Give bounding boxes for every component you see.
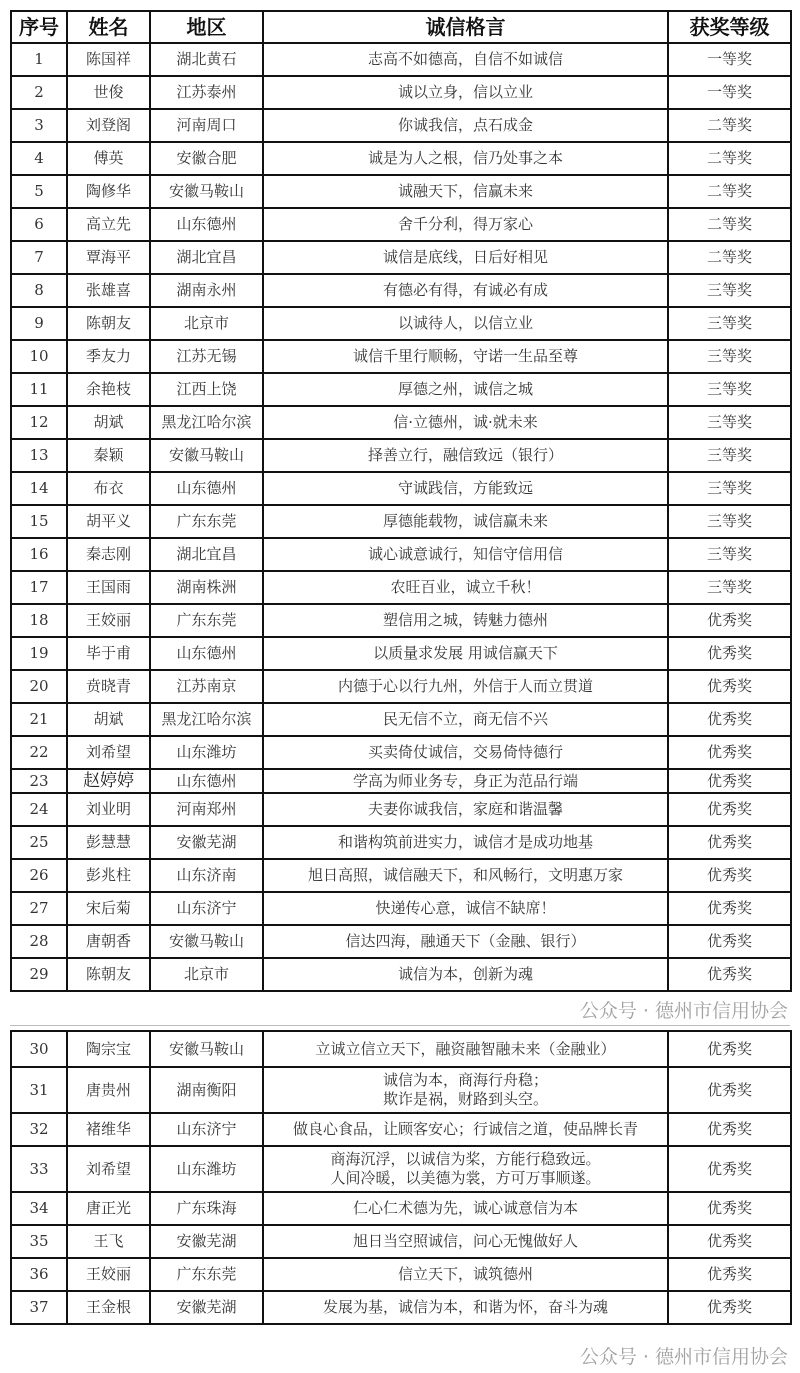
cell-region: 山东济南	[150, 859, 263, 892]
cell-name: 季友力	[67, 340, 150, 373]
table-row	[11, 1258, 791, 1291]
cell-region: 湖南衡阳	[150, 1067, 263, 1113]
table-row	[11, 1225, 791, 1258]
cell-name: 刘业明	[67, 793, 150, 826]
cell-name: 布衣	[67, 472, 150, 505]
cell-motto: 商海沉浮，以诚信为桨，方能行稳致远。 人间冷暖，以美德为裳，方可万事顺遂。	[263, 1146, 668, 1192]
cell-award: 二等奖	[668, 109, 791, 142]
table-row	[11, 736, 791, 769]
table-row	[11, 439, 791, 472]
cell-region: 河南周口	[150, 109, 263, 142]
table-row	[11, 571, 791, 604]
cell-name: 陶修华	[67, 175, 150, 208]
cell-index: 33	[11, 1146, 67, 1192]
table-row	[11, 373, 791, 406]
cell-award: 三等奖	[668, 505, 791, 538]
cell-motto: 诚信是底线，日后好相见	[263, 241, 668, 274]
cell-motto: 诚以立身，信以立业	[263, 76, 668, 109]
cell-motto: 旭日高照，诚信融天下，和风畅行，文明惠万家	[263, 859, 668, 892]
cell-name: 赵婷婷	[67, 769, 150, 793]
cell-region: 湖北宜昌	[150, 241, 263, 274]
cell-index: 20	[11, 670, 67, 703]
table-row	[11, 826, 791, 859]
cell-name: 余艳枝	[67, 373, 150, 406]
cell-region: 山东潍坊	[150, 1146, 263, 1192]
cell-award: 三等奖	[668, 571, 791, 604]
cell-name: 宋后菊	[67, 892, 150, 925]
table-row	[11, 307, 791, 340]
cell-index: 18	[11, 604, 67, 637]
cell-motto: 塑信用之城，铸魅力德州	[263, 604, 668, 637]
cell-name: 褚维华	[67, 1113, 150, 1146]
cell-motto: 择善立行，融信致远（银行）	[263, 439, 668, 472]
cell-index: 1	[11, 43, 67, 76]
cell-motto: 发展为基，诚信为本，和谐为怀，奋斗为魂	[263, 1291, 668, 1324]
cell-motto: 学高为师业务专，身正为范品行端	[263, 769, 668, 793]
cell-name: 刘希望	[67, 736, 150, 769]
table-row	[11, 208, 791, 241]
table-row	[11, 109, 791, 142]
cell-name: 唐朝香	[67, 925, 150, 958]
table-row	[11, 793, 791, 826]
cell-index: 19	[11, 637, 67, 670]
cell-name: 王姣丽	[67, 604, 150, 637]
cell-region: 广东东莞	[150, 604, 263, 637]
cell-motto: 诚是为人之根，信乃处事之本	[263, 142, 668, 175]
cell-motto: 诚心诚意诚行，知信守信用信	[263, 538, 668, 571]
cell-region: 山东济宁	[150, 1113, 263, 1146]
cell-name: 王飞	[67, 1225, 150, 1258]
cell-motto: 快递传心意，诚信不缺席！	[263, 892, 668, 925]
cell-motto: 仁心仁术德为先，诚心诚意信为本	[263, 1192, 668, 1225]
cell-award: 优秀奖	[668, 925, 791, 958]
cell-motto: 信·立德州，诚·就未来	[263, 406, 668, 439]
cell-index: 2	[11, 76, 67, 109]
header-award: 获奖等级	[668, 11, 791, 43]
cell-motto: 诚信千里行顺畅，守诺一生品至尊	[263, 340, 668, 373]
cell-region: 湖北黄石	[150, 43, 263, 76]
cell-name: 张雄喜	[67, 274, 150, 307]
cell-name: 王国雨	[67, 571, 150, 604]
cell-award: 优秀奖	[668, 793, 791, 826]
cell-name: 贲晓青	[67, 670, 150, 703]
cell-motto: 内德于心以行九州，外信于人而立贯道	[263, 670, 668, 703]
cell-motto: 你诚我信，点石成金	[263, 109, 668, 142]
cell-index: 17	[11, 571, 67, 604]
cell-index: 31	[11, 1067, 67, 1113]
cell-name: 陈朝友	[67, 958, 150, 991]
cell-region: 江苏南京	[150, 670, 263, 703]
table-row	[11, 406, 791, 439]
cell-award: 优秀奖	[668, 637, 791, 670]
cell-award: 优秀奖	[668, 826, 791, 859]
cell-region: 黑龙江哈尔滨	[150, 406, 263, 439]
cell-motto: 农旺百业，诚立千秋！	[263, 571, 668, 604]
table-row	[11, 472, 791, 505]
cell-motto: 有德必有得，有诚必有成	[263, 274, 668, 307]
cell-region: 江苏无锡	[150, 340, 263, 373]
cell-award: 优秀奖	[668, 769, 791, 793]
table-row	[11, 1113, 791, 1146]
cell-index: 14	[11, 472, 67, 505]
cell-award: 优秀奖	[668, 892, 791, 925]
cell-index: 37	[11, 1291, 67, 1324]
cell-motto: 守诚践信，方能致远	[263, 472, 668, 505]
cell-region: 湖南株洲	[150, 571, 263, 604]
cell-award: 二等奖	[668, 175, 791, 208]
cell-region: 安徽合肥	[150, 142, 263, 175]
cell-index: 25	[11, 826, 67, 859]
header-region: 地区	[150, 11, 263, 43]
cell-index: 10	[11, 340, 67, 373]
header-name: 姓名	[67, 11, 150, 43]
cell-name: 毕于甫	[67, 637, 150, 670]
cell-motto: 诚信为本，商海行舟稳； 欺诈是祸，财路到头空。	[263, 1067, 668, 1113]
cell-motto: 诚信为本，创新为魂	[263, 958, 668, 991]
cell-index: 27	[11, 892, 67, 925]
table-row	[11, 43, 791, 76]
cell-award: 优秀奖	[668, 958, 791, 991]
cell-name: 唐正光	[67, 1192, 150, 1225]
cell-award: 三等奖	[668, 472, 791, 505]
cell-award: 优秀奖	[668, 604, 791, 637]
cell-award: 三等奖	[668, 340, 791, 373]
cell-index: 26	[11, 859, 67, 892]
table-row	[11, 604, 791, 637]
cell-index: 35	[11, 1225, 67, 1258]
cell-index: 4	[11, 142, 67, 175]
cell-index: 23	[11, 769, 67, 793]
cell-motto: 旭日当空照诚信，问心无愧做好人	[263, 1225, 668, 1258]
cell-region: 广东东莞	[150, 1258, 263, 1291]
cell-motto: 立诚立信立天下，融资融智融未来（金融业）	[263, 1031, 668, 1067]
cell-name: 秦颖	[67, 439, 150, 472]
cell-name: 胡斌	[67, 406, 150, 439]
cell-region: 湖南永州	[150, 274, 263, 307]
cell-name: 王姣丽	[67, 1258, 150, 1291]
cell-name: 王金根	[67, 1291, 150, 1324]
cell-award: 一等奖	[668, 43, 791, 76]
cell-award: 优秀奖	[668, 1113, 791, 1146]
table-row	[11, 670, 791, 703]
cell-name: 覃海平	[67, 241, 150, 274]
cell-index: 21	[11, 703, 67, 736]
cell-award: 优秀奖	[668, 859, 791, 892]
cell-award: 优秀奖	[668, 1067, 791, 1113]
cell-name: 刘希望	[67, 1146, 150, 1192]
cell-index: 15	[11, 505, 67, 538]
cell-index: 8	[11, 274, 67, 307]
cell-award: 优秀奖	[668, 670, 791, 703]
cell-award: 二等奖	[668, 142, 791, 175]
cell-index: 13	[11, 439, 67, 472]
cell-region: 北京市	[150, 958, 263, 991]
cell-motto: 志高不如德高，自信不如诚信	[263, 43, 668, 76]
watermark: 公众号 · 德州市信用协会	[579, 1000, 788, 1022]
cell-name: 傅英	[67, 142, 150, 175]
table-row	[11, 505, 791, 538]
cell-region: 安徽芜湖	[150, 1225, 263, 1258]
cell-region: 安徽马鞍山	[150, 175, 263, 208]
cell-motto: 做良心食品，让顾客安心；行诚信之道，使品牌长青	[263, 1113, 668, 1146]
table-row	[11, 340, 791, 373]
cell-region: 安徽马鞍山	[150, 439, 263, 472]
cell-region: 河南郑州	[150, 793, 263, 826]
cell-region: 江苏泰州	[150, 76, 263, 109]
cell-name: 高立先	[67, 208, 150, 241]
cell-index: 34	[11, 1192, 67, 1225]
cell-region: 江西上饶	[150, 373, 263, 406]
cell-motto: 诚融天下，信赢未来	[263, 175, 668, 208]
cell-award: 三等奖	[668, 274, 791, 307]
cell-region: 山东济宁	[150, 892, 263, 925]
cell-award: 优秀奖	[668, 703, 791, 736]
cell-award: 三等奖	[668, 538, 791, 571]
cell-index: 32	[11, 1113, 67, 1146]
cell-award: 二等奖	[668, 241, 791, 274]
cell-award: 三等奖	[668, 307, 791, 340]
cell-name: 陈国祥	[67, 43, 150, 76]
cell-index: 30	[11, 1031, 67, 1067]
cell-motto: 信立天下，诚筑德州	[263, 1258, 668, 1291]
cell-name: 胡平义	[67, 505, 150, 538]
cell-award: 优秀奖	[668, 1291, 791, 1324]
cell-award: 优秀奖	[668, 736, 791, 769]
cell-award: 一等奖	[668, 76, 791, 109]
table-row	[11, 274, 791, 307]
cell-region: 广东珠海	[150, 1192, 263, 1225]
cell-name: 胡斌	[67, 703, 150, 736]
cell-name: 彭慧慧	[67, 826, 150, 859]
cell-region: 黑龙江哈尔滨	[150, 703, 263, 736]
cell-motto: 舍千分利，得万家心	[263, 208, 668, 241]
table-row	[11, 1146, 791, 1192]
cell-name: 刘登阁	[67, 109, 150, 142]
cell-region: 山东德州	[150, 769, 263, 793]
cell-award: 三等奖	[668, 406, 791, 439]
cell-index: 12	[11, 406, 67, 439]
table-row	[11, 1031, 791, 1067]
cell-region: 广东东莞	[150, 505, 263, 538]
cell-region: 安徽马鞍山	[150, 1031, 263, 1067]
table-row	[11, 769, 791, 793]
cell-name: 陶宗宝	[67, 1031, 150, 1067]
cell-index: 9	[11, 307, 67, 340]
table-row	[11, 175, 791, 208]
cell-index: 6	[11, 208, 67, 241]
table-row	[11, 1067, 791, 1113]
table-row	[11, 925, 791, 958]
table-row	[11, 1291, 791, 1324]
watermark: 公众号 · 德州市信用协会	[579, 1346, 788, 1368]
cell-region: 山东德州	[150, 637, 263, 670]
cell-motto: 夫妻你诚我信，家庭和谐温馨	[263, 793, 668, 826]
cell-award: 优秀奖	[668, 1258, 791, 1291]
table-row	[11, 703, 791, 736]
cell-name: 陈朝友	[67, 307, 150, 340]
cell-award: 三等奖	[668, 373, 791, 406]
cell-award: 二等奖	[668, 208, 791, 241]
cell-award: 优秀奖	[668, 1031, 791, 1067]
awards-table-part1	[10, 10, 792, 992]
cell-name: 唐贵州	[67, 1067, 150, 1113]
cell-region: 安徽马鞍山	[150, 925, 263, 958]
header-motto: 诚信格言	[263, 11, 668, 43]
cell-region: 山东潍坊	[150, 736, 263, 769]
cell-award: 三等奖	[668, 439, 791, 472]
cell-region: 北京市	[150, 307, 263, 340]
cell-motto: 买卖倚仗诚信，交易倚恃德行	[263, 736, 668, 769]
table-row	[11, 142, 791, 175]
header-index: 序号	[11, 11, 67, 43]
table-row	[11, 241, 791, 274]
cell-index: 28	[11, 925, 67, 958]
cell-region: 山东德州	[150, 208, 263, 241]
cell-motto: 以质量求发展 用诚信赢天下	[263, 637, 668, 670]
cell-index: 11	[11, 373, 67, 406]
cell-index: 16	[11, 538, 67, 571]
table-row	[11, 1192, 791, 1225]
cell-motto: 厚德之州，诚信之城	[263, 373, 668, 406]
cell-region: 安徽芜湖	[150, 826, 263, 859]
cell-award: 优秀奖	[668, 1225, 791, 1258]
cell-award: 优秀奖	[668, 1192, 791, 1225]
table-row	[11, 637, 791, 670]
table-row	[11, 859, 791, 892]
cell-award: 优秀奖	[668, 1146, 791, 1192]
table-row	[11, 538, 791, 571]
table-row	[11, 892, 791, 925]
cell-region: 山东德州	[150, 472, 263, 505]
cell-name: 秦志刚	[67, 538, 150, 571]
cell-index: 3	[11, 109, 67, 142]
cell-motto: 民无信不立，商无信不兴	[263, 703, 668, 736]
cell-motto: 以诚待人，以信立业	[263, 307, 668, 340]
cell-motto: 厚德能载物，诚信赢未来	[263, 505, 668, 538]
cell-index: 24	[11, 793, 67, 826]
cell-index: 22	[11, 736, 67, 769]
cell-index: 36	[11, 1258, 67, 1291]
cell-index: 7	[11, 241, 67, 274]
header-row	[11, 11, 791, 43]
cell-region: 安徽芜湖	[150, 1291, 263, 1324]
cell-index: 5	[11, 175, 67, 208]
cell-name: 世俊	[67, 76, 150, 109]
cell-index: 29	[11, 958, 67, 991]
cell-name: 彭兆柱	[67, 859, 150, 892]
awards-table-part2	[10, 1030, 792, 1325]
cell-motto: 和谐构筑前进实力，诚信才是成功地基	[263, 826, 668, 859]
table-row	[11, 76, 791, 109]
cell-motto: 信达四海，融通天下（金融、银行）	[263, 925, 668, 958]
page-divider	[10, 1025, 790, 1026]
cell-region: 湖北宜昌	[150, 538, 263, 571]
table-row	[11, 958, 791, 991]
